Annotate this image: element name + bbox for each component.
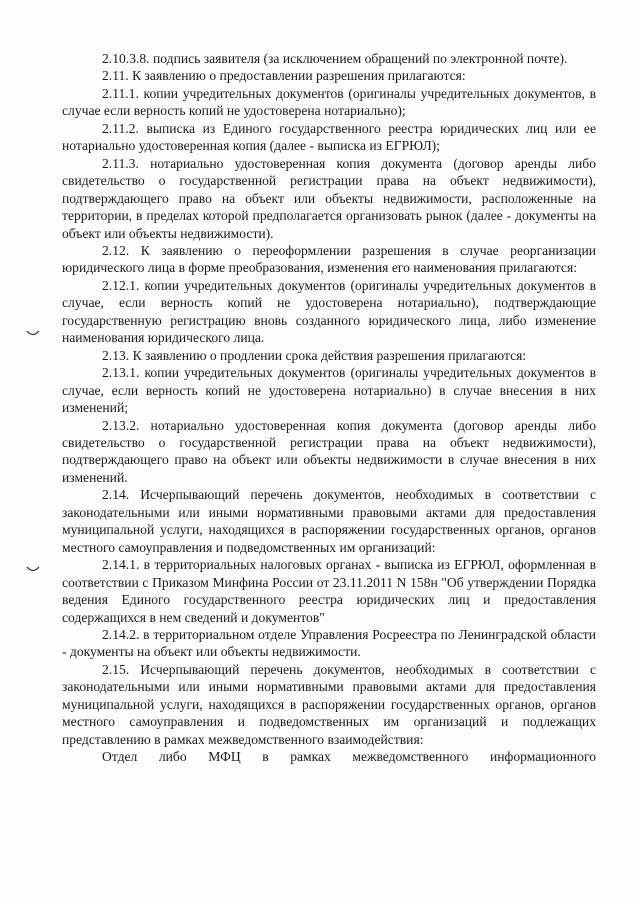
paragraph-2-10-3-8: 2.10.3.8. подпись заявителя (за исключением обращений по электронной почте). <box>102 51 568 66</box>
paragraph-2-14: 2.14. Исчерпывающий перечень документов, необходимых в соответствии с законодательными или иными нормативными правовыми актами для предоставления муниципальной услуги, находящихся в распоряжении государственных органов, органов местного самоуправления и подведомственных им организаций: <box>62 487 596 555</box>
paragraph-2-11-1: 2.11.1. копии учредительных документов (оригиналы учредительных документов, в случае если верность копий не удостоверена нотариально); <box>62 85 596 119</box>
paragraph-2-13-1: 2.13.1. копии учредительных документов (оригиналы учредительных документов в случае, если верность копий не удостоверена нотариально) в случае внесения в них изменений; <box>62 365 596 416</box>
paragraph-continuation: Отдел либо МФЦ в рамках межведомственного информационного <box>102 749 596 765</box>
paragraph-2-13: 2.13. К заявлению о продлении срока действия разрешения прилагаются: <box>102 347 527 363</box>
paragraph-2-11-2: 2.11.2. выписка из Единого государственного реестра юридических лиц или ее нотариально удостоверенная копия (далее - выписка из ЕГРЮЛ); <box>62 120 596 154</box>
paragraph-2-12: 2.12. К заявлению о переоформлении разрешения в случае реорганизации юридического лица в форме преобразования, изменения его наименования прилагаются: <box>62 242 596 276</box>
paragraph-2-14-1: 2.14.1. в территориальных налоговых органах - выписка из ЕГРЮЛ, оформленная в соответствии с Приказом Минфина России от 23.11.2011 N 158н "Об утверждении Порядка ведения Единого государственного реестра юридических лиц и предоставления содержащихся в нем сведений и документов" <box>62 557 596 625</box>
paragraph-2-11: 2.11. К заявлению о предоставлении разрешения прилагаются: <box>102 68 466 84</box>
paragraph-2-13-2: 2.13.2. нотариально удостоверенная копия документа (договор аренды либо свидетельство о государственной регистрации права на объект недвижимости), подтверждающего право на объект или объекты недвижимости в случае внесения в них изменений. <box>62 417 596 485</box>
margin-bracket-mark <box>26 566 40 574</box>
document-body <box>62 50 596 766</box>
paragraph-2-12-1: 2.12.1. копии учредительных документов (оригиналы учредительных документов в случае, если верность копий не удостоверена нотариально), подтверждающие государственную регистрацию вновь созданного юридического лица, либо изменение наименования юридического лица. <box>62 277 596 346</box>
margin-bracket-mark <box>26 330 40 338</box>
paragraph-2-15: 2.15. Исчерпывающий перечень документов, необходимых в соответствии с законодательными или иными нормативными правовыми актами для предоставления муниципальной услуги, находящихся в распоряжении государственных органов, органов местного самоуправления и подведомственных им организаций и подлежащих представлению в рамках межведомственного взаимодействия: <box>62 661 596 747</box>
paragraph-2-14-2: 2.14.2. в территориальном отделе Управления Росреестра по Ленинградской области - документы на объект или объекты недвижимости. <box>62 626 596 660</box>
paragraph-2-11-3: 2.11.3. нотариально удостоверенная копия документа (договор аренды либо свидетельство о государственной регистрации права на объект недвижимости), подтверждающего право на объект или объекты недвижимости, расположенные на территории, в пределах которой предполагается организовать рынок (далее - документы на объект или объекты недвижимости). <box>62 155 596 241</box>
